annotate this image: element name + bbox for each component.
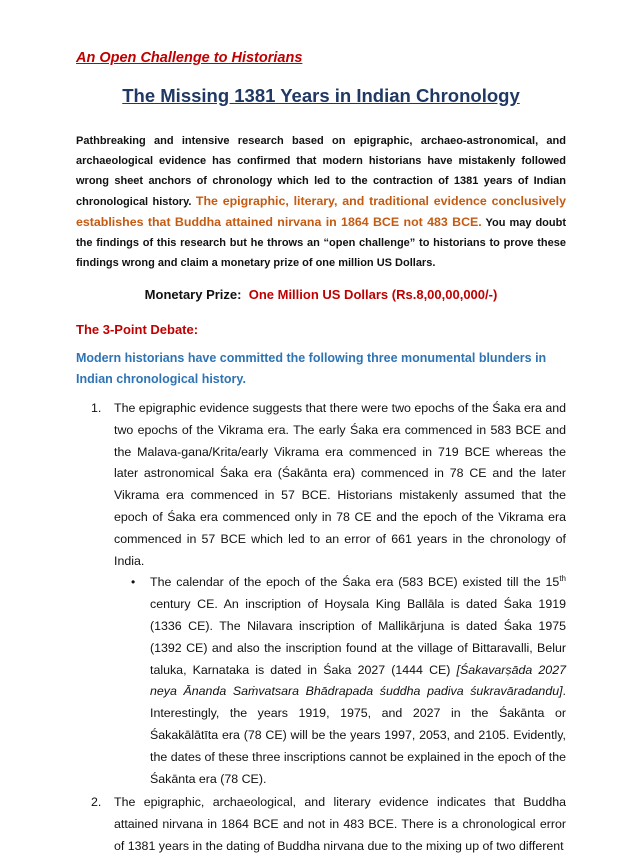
prize-paren-close: ) xyxy=(492,287,498,302)
page-title: The Missing 1381 Years in Indian Chronology xyxy=(122,85,520,106)
list-item-number: 2. xyxy=(91,795,102,810)
bullet-text-a: The calendar of the epoch of the Śaka era (583 BCE) existed till the 15 xyxy=(150,575,560,590)
list-item-text: The epigraphic, archaeological, and literary evidence indicates that Buddha attained nirvana in 1864 BCE and not in 483 BCE. There is a chronological error of 1381 years in the dating of Buddha nirvana due to the mixing up of two different xyxy=(114,795,566,853)
list-item-text: The epigraphic evidence suggests that there were two epochs of the Śaka era and two epochs of the Vikrama era. The early Śaka era commenced in 583 BCE and the Malava-gana/Krita/early Vikrama era commenced in 719 BCE whereas the later astronomical Śaka era (Śakānta era) commenced in 78 CE and the later Vikrama era commenced in 57 BCE. Historians mistakenly assumed that the epoch of Śaka era commenced only in 78 CE and the epoch of the Vikrama era commenced in 57 BCE which led to an error of 661 years in the chronology of India. xyxy=(114,401,566,568)
list-item-number: 1. xyxy=(91,401,102,415)
prize-amount: One Million US Dollars xyxy=(248,287,389,302)
prize-label: Monetary Prize: xyxy=(144,287,242,302)
sub-bullet-list xyxy=(114,572,566,790)
debate-heading: The 3-Point Debate: xyxy=(76,322,199,337)
bullet-text-b: century CE. An inscription of Hoysala King Ballāla is dated Śaka 1919 (1336 CE). The Nilavara inscription of Mallikārjuna is dated Śaka 1975 (1392 CE) and also the inscription found at the village of Bittaravalli, Belur taluka, Karnataka is dated in Śaka 2027 (1444 CE) xyxy=(150,597,566,677)
monetary-prize-line xyxy=(76,287,566,302)
list-item xyxy=(76,792,566,857)
intro-highlight: The epigraphic, literary, and traditional evidence conclusively establishes that Buddha attained nirvana in 1864 BCE not 483 BCE. xyxy=(76,194,566,229)
sub-list-item xyxy=(114,572,566,790)
prize-rupees: Rs.8,00,00,000/- xyxy=(396,287,493,302)
intro-text-end: You may doubt the findings of this research but he throws an “open challenge” to historians to prove these findings wrong and claim a monetary prize of one million US Dollars. xyxy=(76,217,566,269)
blunders-list xyxy=(76,398,566,858)
bullet-marker: • xyxy=(131,575,136,590)
prize-paren-open: ( xyxy=(391,287,397,302)
debate-intro: Modern historians have committed the following three monumental blunders in Indian chronological history. xyxy=(76,351,547,386)
list-item xyxy=(76,398,566,790)
inscription-quote: [Śakavarṣāda 2027 neya Ānanda Saṁvatsara Bhādrapada śuddha padiva śukravāradandu] xyxy=(150,662,566,699)
intro-text-start: Pathbreaking and intensive research based on epigraphic, archaeo-astronomical, and archaeological evidence has confirmed that modern historians have mistakenly followed wrong sheet anchors of chronology which led to the contraction of 1381 years of Indian chronological history. xyxy=(76,135,566,208)
ordinal-suffix: th xyxy=(559,574,566,584)
challenge-heading: An Open Challenge to Historians xyxy=(76,50,303,66)
bullet-text-c: . Interestingly, the years 1919, 1975, and 2027 in the Śakānta or Śakakālātīta era (78 CE) will be the years 1997, 2053, and 2105. Evidently, the dates of these three inscriptions cannot be explained in the epoch of the Śakānta era (78 CE). xyxy=(150,684,566,786)
intro-paragraph xyxy=(76,131,566,273)
